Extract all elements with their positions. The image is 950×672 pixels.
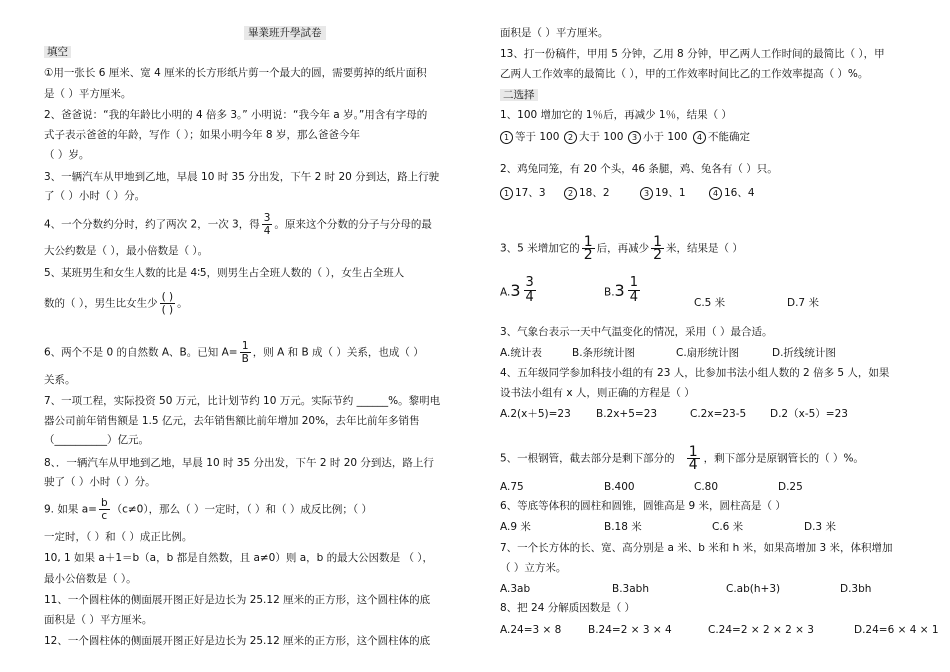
c3b-question: 3、气象台表示一天中气温变化的情况，采用（ ）最合适。 [500, 326, 773, 338]
c4-line2: 设书法小组有 x 人，则正确的方程是（ ） [500, 387, 695, 399]
c8-option-d: D.24=6 × 4 × 1 [854, 624, 939, 636]
q4-line2: 大公约数是（ ），最小倍数是（ ）。 [44, 245, 209, 257]
c3-option-a: A. 3 $\frac{3}{4}$ [500, 275, 534, 305]
q11-line1: 11、一个圆柱体的侧面展开图正好是边长为 25.12 厘米的正方形，这个圆柱体的底 [44, 594, 431, 606]
q7-line2: 器公司前年销售额是 1.5 亿元，去年销售额比前年增加 20%，去年比前年多销售 [44, 415, 420, 427]
q1-line1: ①用一张长 6 厘米、宽 4 厘米的长方形纸片剪一个最大的圆，需要剪掉的纸片面积 [44, 67, 427, 79]
c2-question: 2、鸡兔同笼，有 20 个头，46 条腿，鸡、兔各有（ ）只。 [500, 163, 778, 175]
c3b-option-a: A.统计表 [500, 347, 542, 359]
c1-question: 1、100 增加它的 1％后，再减少 1％，结果（ ） [500, 109, 732, 121]
q12-line1: 12、一个圆柱体的侧面展开图正好是边长为 25.12 厘米的正方形，这个圆柱体的底 [44, 635, 431, 647]
q6-line2: 关系。 [44, 374, 76, 386]
c4-line1: 4、五年级同学参加科技小组的有 23 人，比参加书法小组人数的 2 倍多 5 人，如果 [500, 367, 890, 379]
q8-line2: 驶了（ ）小时（ ）分。 [44, 476, 156, 488]
c2-option-3: 3 19、1 [640, 186, 686, 200]
c5-option-d: D.25 [778, 481, 803, 493]
c3b-option-c: C.扇形统计图 [676, 347, 740, 359]
q10-line1: 10, 1 如果 a＋1＝b（a，b 都是自然数，且 a≠0）则 a，b 的最大公因数是 （ ）， [44, 552, 434, 564]
q7-line1: 7、一项工程，实际投资 50 万元，比计划节约 10 万元。实际节约 ______%。黎明电 [44, 395, 441, 407]
q12-line2: 面积是（ ）平方厘米。 [500, 27, 609, 39]
c2-option-4: 4 16、4 [709, 186, 755, 200]
section-choice: 二选择 [500, 88, 538, 102]
c1-option-4: 4 不能确定 [693, 130, 750, 144]
c8-option-a: A.24=3 × 8 [500, 624, 562, 636]
c7-option-b: B.3abh [612, 583, 649, 595]
c5-question: 5、一根钢管，截去部分是剩下部分的 $\frac{1}{4}$ ，剩下部分是原钢管长的（ ）%。 [500, 444, 864, 473]
q9-line1: 9. 如果 a= $\frac{b}{c}$ （c≠0），那么（ ）一定时，（ ）和（ ）成反比例；（ ） [44, 497, 372, 522]
c4-option-a: A.2(x＋5)=23 [500, 408, 571, 420]
q7-line3: （__________）亿元。 [44, 434, 149, 446]
q13-line2: 乙两人工作效率的最简比（ ），甲的工作效率时间比乙的工作效率提高（ ）%。 [500, 68, 869, 80]
c2-option-2: 2 18、2 [564, 186, 610, 200]
c6-option-c: C.6 米 [712, 521, 744, 533]
c3b-option-b: B.条形统计图 [572, 347, 636, 359]
q9-line2: 一定时，（ ）和（ ）成正比例。 [44, 531, 193, 543]
c6-question: 6、等底等体积的圆柱和圆锥，圆锥高是 9 米，圆柱高是（ ） [500, 500, 786, 512]
c3-option-d: D.7 米 [787, 297, 819, 309]
q11-line2: 面积是（ ）平方厘米。 [44, 614, 153, 626]
c4-option-d: D.2（x-5）=23 [770, 408, 848, 420]
c3-question: 3、5 米增加它的 $\frac{1}{2}$ 后，再减少 $\frac{1}{2}$ 米，结果是（ ） [500, 234, 743, 263]
q6-line1: 6、两个不是 0 的自然数 A、B。已知 A= $\frac{1}{B}$ ，则 A 和 B 成（ ）关系，也成（ ） [44, 340, 424, 365]
c3b-option-d: D.折线统计图 [772, 347, 836, 359]
c8-question: 8、把 24 分解质因数是（ ） [500, 602, 636, 614]
c5-option-a: A.75 [500, 481, 524, 493]
q10-line2: 最小公倍数是（ ）。 [44, 573, 137, 585]
c5-option-c: C.80 [694, 481, 719, 493]
c7-line2: （ ）立方米。 [500, 562, 567, 574]
c8-option-b: B.24=2 × 3 × 4 [588, 624, 672, 636]
c2-option-1: 1 17、3 [500, 186, 546, 200]
c7-option-d: D.3bh [840, 583, 872, 595]
q3-line1: 3、一辆汽车从甲地到乙地，早晨 10 时 35 分出发，下午 2 时 20 分到达，路上行驶 [44, 171, 440, 183]
c4-option-b: B.2x+5=23 [596, 408, 658, 420]
c1-option-2: 2 大于 100 [564, 130, 623, 144]
fraction-b-c: $\frac{b}{c}$ [100, 497, 108, 522]
c8-option-c: C.24=2 × 2 × 2 × 3 [708, 624, 814, 636]
fraction-3-4: $\frac{3}{4}$ [263, 212, 271, 237]
q5-line2: 数的（ ），男生比女生少 $\frac{( )}{( )}$ 。 [44, 291, 188, 316]
section-fill-blank: 填空 [44, 45, 71, 59]
c6-option-d: D.3 米 [804, 521, 836, 533]
c6-option-a: A.9 米 [500, 521, 531, 533]
q3-line2: 了（ ）小时（ ）分。 [44, 190, 146, 202]
q5-line1: 5、某班男生和女生人数的比是 4∶5，则男生占全班人数的（ ），女生占全班人 [44, 267, 405, 279]
fraction-blank: $\frac{( )}{( )}$ [161, 291, 174, 316]
q13-line1: 13、打一份稿件，甲用 5 分钟，乙用 8 分钟，甲乙两人工作时间的最简比（ ），甲 [500, 48, 885, 60]
c1-option-1: 1 等于 100 [500, 130, 559, 144]
c5-option-b: B.400 [604, 481, 635, 493]
c1-option-3: 3 小于 100 [628, 130, 687, 144]
c6-option-b: B.18 米 [604, 521, 642, 533]
c7-option-a: A.3ab [500, 583, 531, 595]
q2-line2: 式子表示爸爸的年龄，写作（ ）；如果小明今年 8 岁，那么爸爸今年 [44, 129, 360, 141]
q1-line2: 是（ ）平方厘米。 [44, 88, 132, 100]
fraction-1-2-b: $\frac{1}{2}$ [653, 234, 663, 263]
c3-option-c: C.5 米 [694, 297, 726, 309]
q4-line1: 4、一个分数约分时，约了两次 2，一次 3，得 $\frac{3}{4}$ 。原来这个分数的分子与分母的最 [44, 212, 432, 237]
fraction-1-B: $\frac{1}{B}$ [241, 340, 249, 365]
fraction-1-2: $\frac{1}{2}$ [583, 234, 593, 263]
c4-option-c: C.2x=23-5 [690, 408, 747, 420]
q8-line1: 8、．一辆汽车从甲地到乙地，早晨 10 时 35 分出发，下午 2 时 20 分到达，路上行 [44, 457, 434, 469]
c3-option-b: B. 3 $\frac{1}{4}$ [604, 275, 639, 305]
q2-line3: （ ）岁。 [44, 149, 90, 161]
page-title: 畢業班升學試卷 [244, 26, 326, 40]
fraction-1-4: $\frac{1}{4}$ [688, 444, 698, 473]
q2-line1: 2、爸爸说：“我的年龄比小明的 4 倍多 3。” 小明说：“我今年 a 岁。”用含有字母的 [44, 109, 428, 121]
c7-option-c: C.ab(h+3) [726, 583, 781, 595]
c7-line1: 7、一个长方体的长、宽、高分别是 a 米、b 米和 h 米，如果高增加 3 米，体积增加 [500, 542, 893, 554]
